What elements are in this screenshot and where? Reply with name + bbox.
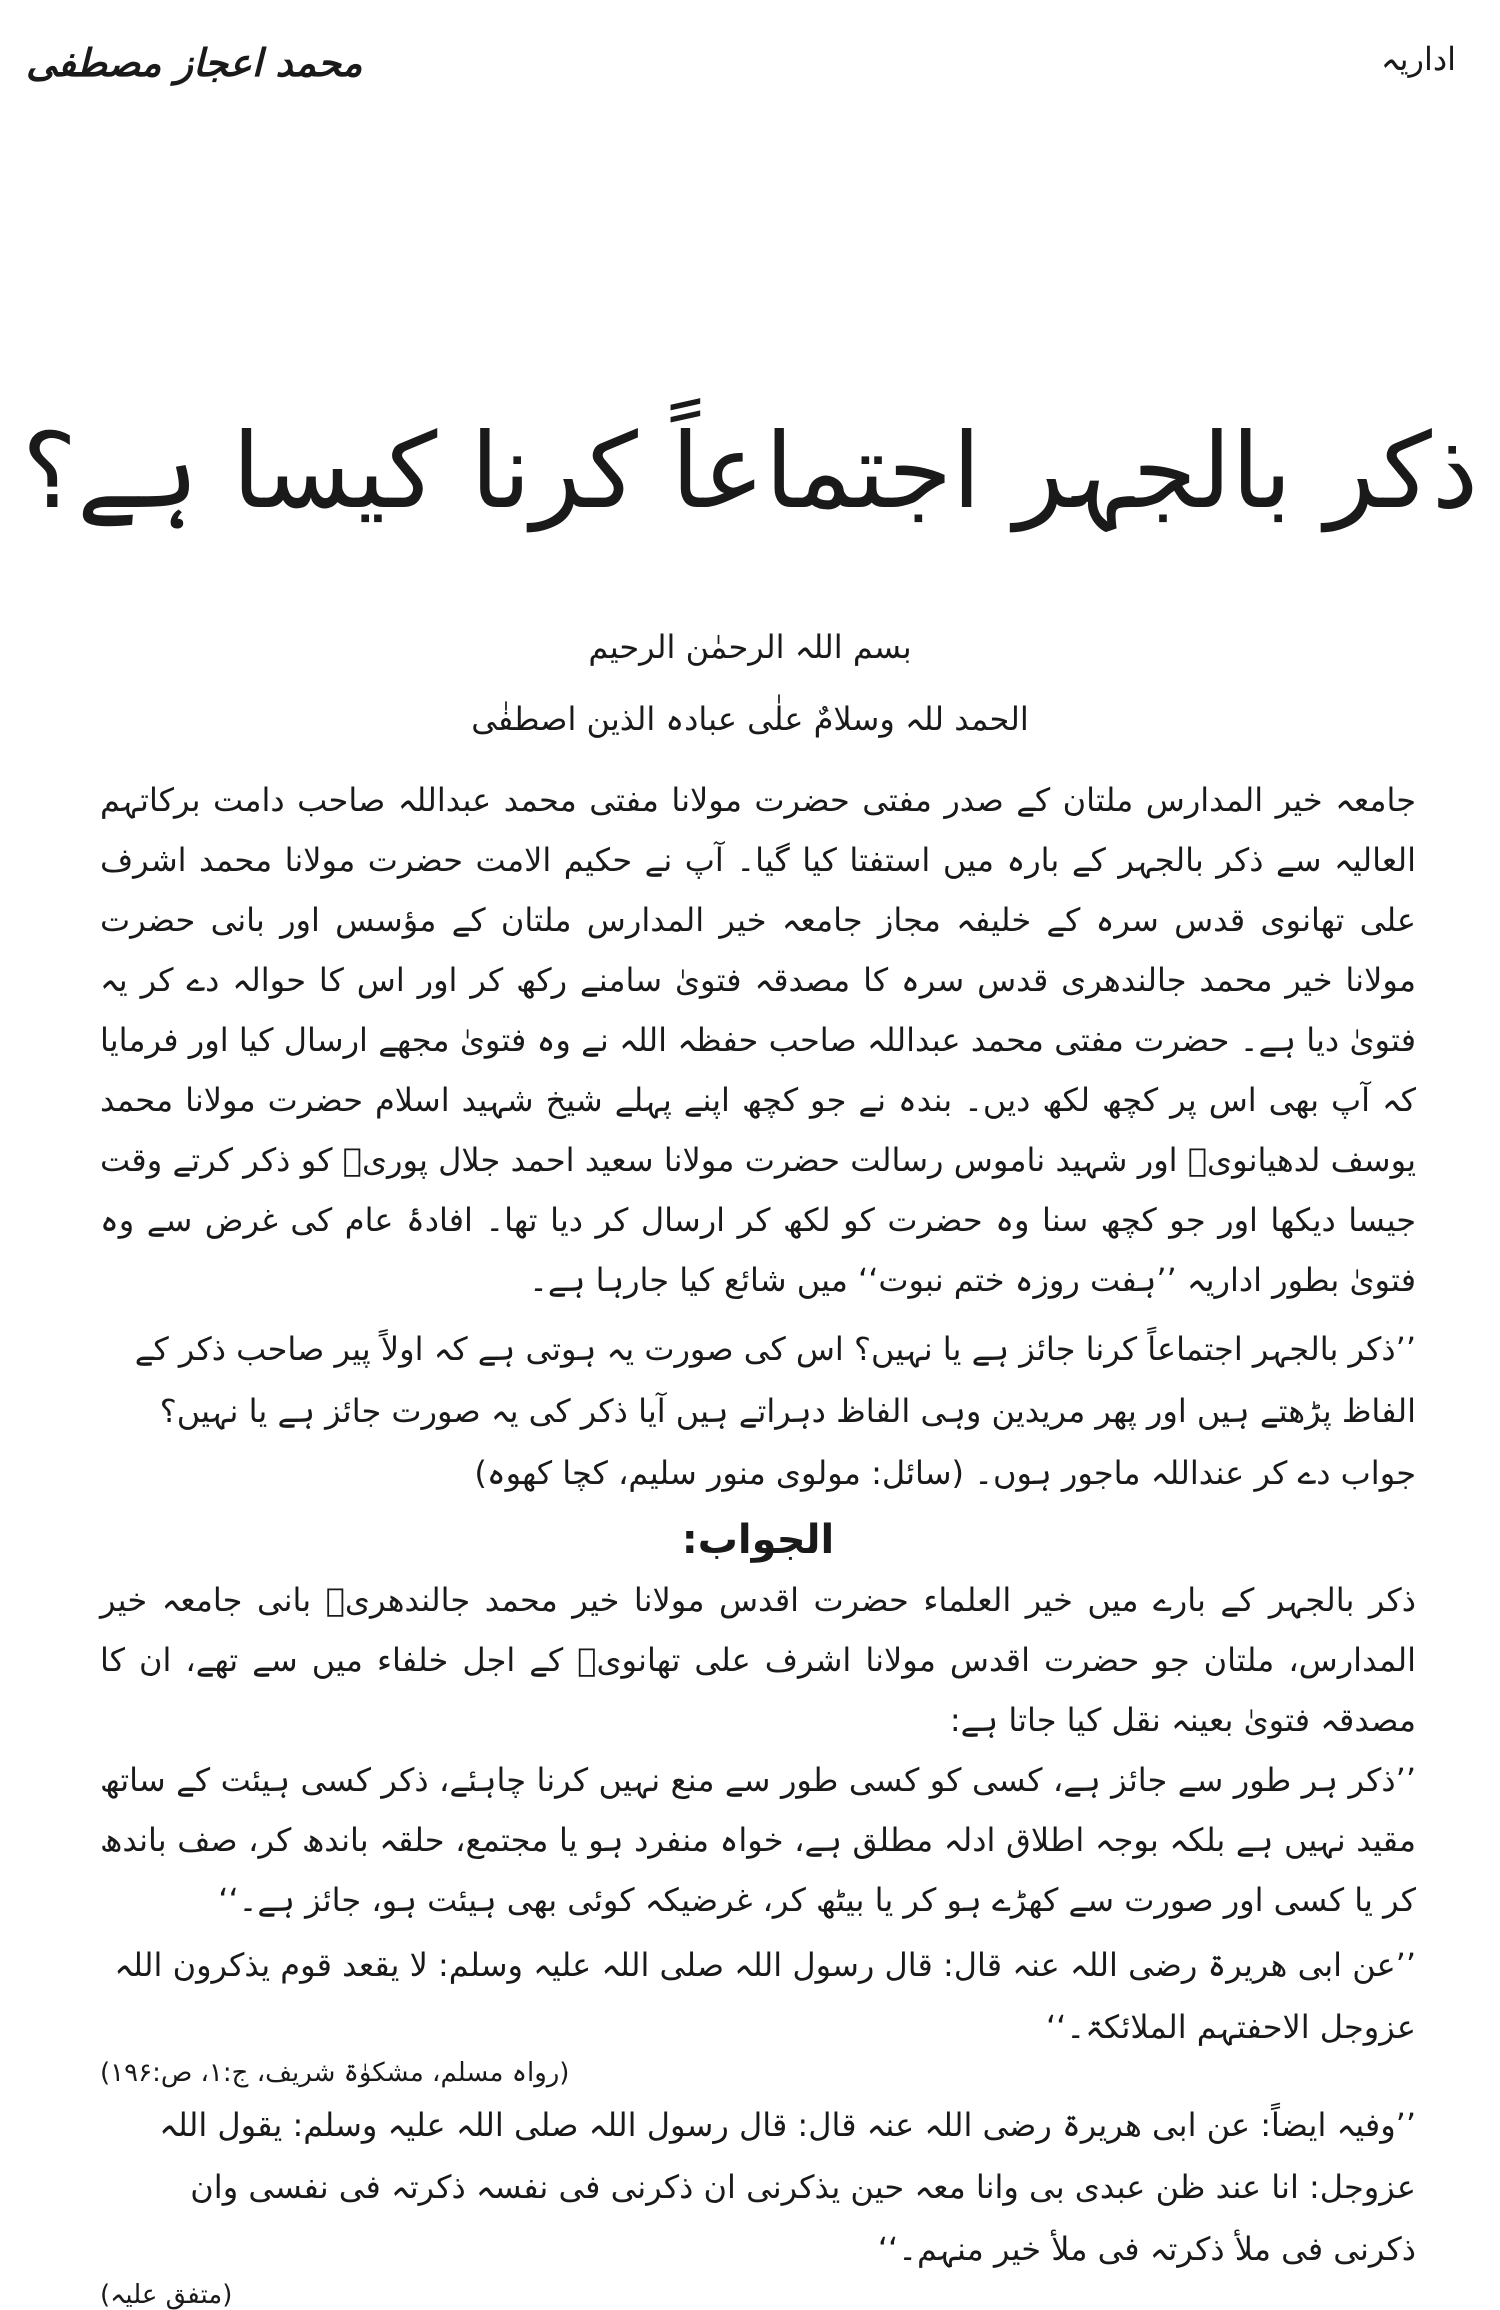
section-label: اداریہ — [1380, 40, 1456, 78]
article-title: ذکر بالجہر اجتماعاً کرنا کیسا ہے؟ — [21, 410, 1479, 532]
author-name: محمد اعجاز مصطفی — [26, 40, 363, 85]
hadith-1-ref-row — [100, 2058, 1416, 2088]
hadith-2-ref-row — [100, 2280, 1416, 2310]
hadith-2-text: ’’وفیہ ایضاً: عن ابی ھریرۃ رضی اللہ عنہ قال: قال رسول اللہ صلی اللہ علیہ وسلم: یقول اللہ عزوجل: انا عند ظن عبدی بی وانا معہ حین یذکرنی ان ذکرنی فی نفسہ ذکرتہ فی نفسی وان ذکرنی فی ملأ ذکرتہ فی ملأ خیر منہم۔‘‘ — [159, 2106, 1416, 2268]
answer-heading: الجواب: — [681, 1517, 835, 1563]
hamd-line: الحمد للہ وسلامٌ علٰی عبادہ الذین اصطفٰی — [471, 700, 1029, 738]
hadith-1-text: ’’عن ابی ھریرۃ رضی اللہ عنہ قال: قال رسول اللہ صلی اللہ علیہ وسلم: لا یقعد قوم یذکرون اللہ عزوجل الاحفتہم الملائکۃ۔‘‘ — [114, 1946, 1416, 2046]
hadith-1-reference: (رواہ مسلم، مشکوٰۃ شریف، ج:۱، ص:۱۹۶) — [100, 2058, 570, 2088]
bismillah-line: بسم اللہ الرحمٰن الرحیم — [588, 628, 912, 666]
fatwa-quote: ’’ذکر ہر طور سے جائز ہے، کسی کو کسی طور سے منع نہیں کرنا چاہئے، ذکر کسی ہیئت کے ساتھ مقید نہیں ہے بلکہ بوجہ اطلاق ادلہ مطلق ہے، خواہ منفرد ہو یا مجتمع، حلقہ باندھ کر، صف باندھ کر یا کسی اور صورت سے کھڑے ہو کر یا بیٹھ کر، غرضیکہ کوئی بھی ہیئت ہو، جائز ہے۔‘‘ — [100, 1761, 1416, 1919]
question-text: ’’ذکر بالجہر اجتماعاً کرنا جائز ہے یا نہیں؟ اس کی صورت یہ ہوتی ہے کہ اولاً پیر صاحب ذکر کے الفاظ پڑھتے ہیں اور پھر مریدین وہی الفاظ دہراتے ہیں آیا ذکر کی یہ صورت جائز ہے یا نہیں؟ جواب دے کر عنداللہ ماجور ہوں۔ (سائل: مولوی منور سلیم، کچا کھوہ) — [134, 1330, 1416, 1492]
intro-paragraph: جامعہ خیر المدارس ملتان کے صدر مفتی حضرت مولانا مفتی محمد عبداللہ صاحب دامت برکاتہم العالیہ سے ذکر بالجہر کے بارہ میں استفتا کیا گیا۔ آپ نے حکیم الامت حضرت مولانا محمد اشرف علی تھانوی قدس سرہ کے خلیفہ مجاز جامعہ خیر المدارس ملتان کے مؤسس اور بانی حضرت مولانا خیر محمد جالندھری قدس سرہ کا مصدقہ فتویٰ سامنے رکھ کر اور اس کا حوالہ دے کر یہ فتویٰ دیا ہے۔ حضرت مفتی محمد عبداللہ صاحب حفظہ اللہ نے وہ فتویٰ مجھے ارسال کیا اور فرمایا کہ آپ بھی اس پر کچھ لکھ دیں۔ بندہ نے جو کچھ اپنے پہلے شیخ شہید اسلام حضرت مولانا محمد یوسف لدھیانویؒ اور شہید ناموس رسالت حضرت مولانا سعید احمد جلال پوریؒ کو ذکر کرتے وقت جیسا دیکھا اور جو کچھ سنا وہ حضرت کو لکھ کر ارسال کر دیا تھا۔ افادۂ عام کی غرض سے وہ فتویٰ بطور اداریہ ’’ہفت روزہ ختم نبوت‘‘ میں شائع کیا جارہا ہے۔ — [100, 781, 1416, 1299]
answer-intro: ذکر بالجہر کے بارے میں خیر العلماء حضرت اقدس مولانا خیر محمد جالندھریؒ بانی جامعہ خیر المدارس، ملتان جو حضرت اقدس مولانا اشرف علی تھانویؒ کے اجل خلفاء میں سے تھے، ان کا مصدقہ فتویٰ بعینہ نقل کیا جاتا ہے: — [100, 1581, 1416, 1739]
article-body — [100, 770, 1416, 2310]
hadith-2-reference: (متفق علیہ) — [100, 2280, 233, 2310]
